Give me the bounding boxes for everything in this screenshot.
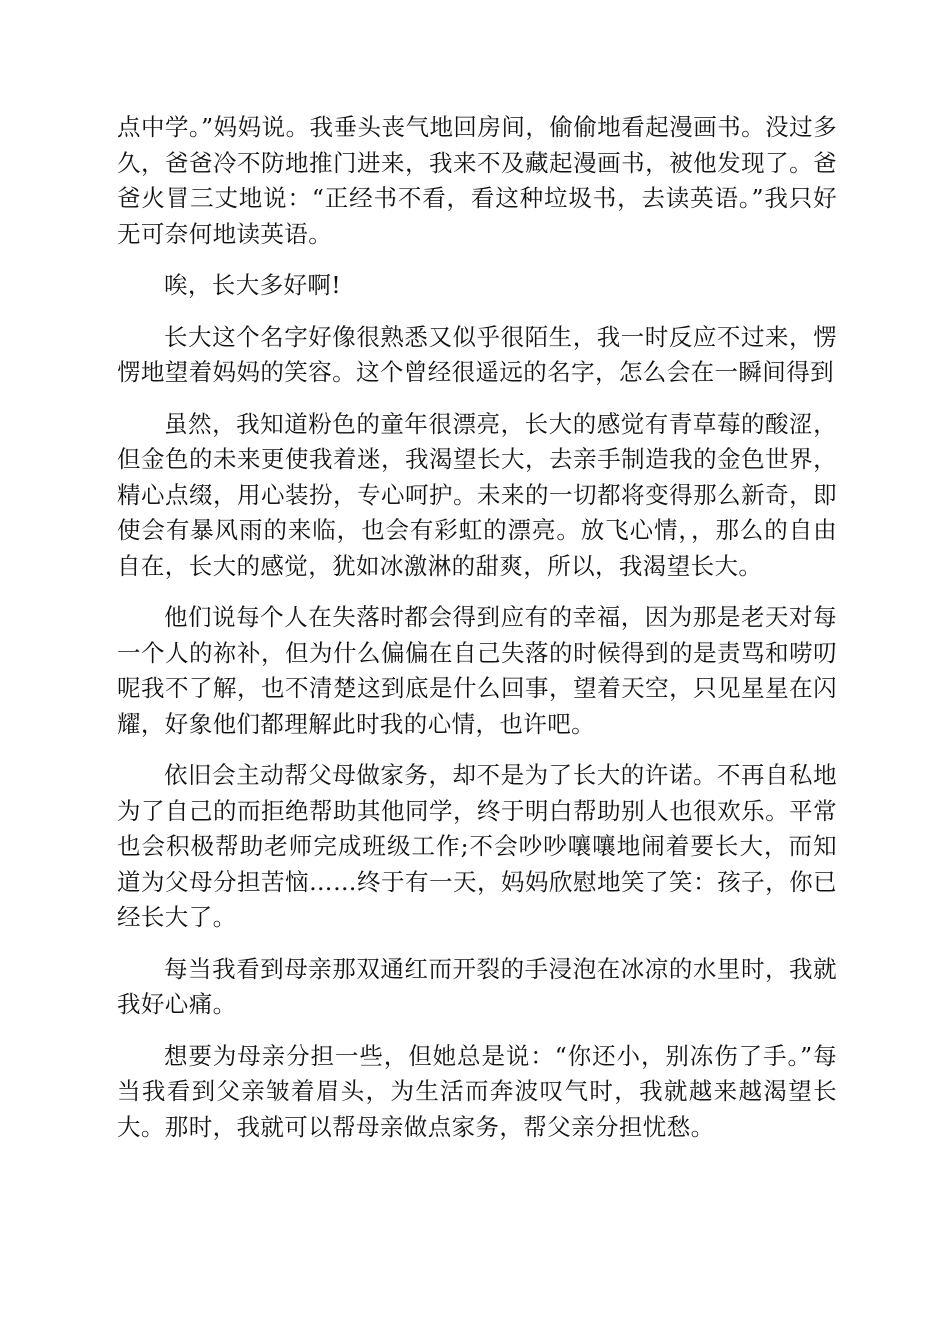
- paragraph-3: 长大这个名字好像很熟悉又似乎很陌生，我一时反应不过来，愣愣地望着妈妈的笑容。这个曾经很遥远的名字，怎么会在一瞬间得到: [117, 322, 837, 386]
- paragraph-6: 依旧会主动帮父母做家务，却不是为了长大的许诺。不再自私地为了自己的而拒绝帮助其他同学，终于明白帮助别人也很欢乐。平常也会积极帮助老师完成班级工作;不会吵吵嚷嚷地闹着要长大，而知道为父母分担苦恼……终于有一天，妈妈欣慰地笑了笑：孩子，你已经长大了。: [117, 761, 837, 931]
- paragraph-8: 想要为母亲分担一些，但她总是说：“你还小，别冻伤了手。”每当我看到父亲皱着眉头，为生活而奔波叹气时，我就越来越渴望长大。那时，我就可以帮母亲做点家务，帮父亲分担忧愁。: [117, 1041, 837, 1141]
- paragraph-1: 点中学。”妈妈说。我垂头丧气地回房间，偷偷地看起漫画书。没过多久，爸爸冷不防地推门进来，我来不及藏起漫画书，被他发现了。爸爸火冒三丈地说：“正经书不看，看这种垃圾书，去读英语。”我只好无可奈何地读英语。: [117, 113, 837, 248]
- document-page: [117, 110, 837, 1161]
- paragraph-4: 虽然，我知道粉色的童年很漂亮，长大的感觉有青草莓的酸涩，但金色的未来更使我着迷，我渴望长大，去亲手制造我的金色世界，精心点缀，用心装扮，专心呵护。未来的一切都将变得那么新奇，即使会有暴风雨的来临，也会有彩虹的漂亮。放飞心情，，那么的自由自在，长大的感觉，犹如冰激淋的甜爽，所以，我渴望长大。: [117, 409, 837, 580]
- paragraph-7: 每当我看到母亲那双通红而开裂的手浸泡在冰凉的水里时，我就我好心痛。: [117, 954, 837, 1018]
- paragraph-5: 他们说每个人在失落时都会得到应有的幸福，因为那是老天对每一个人的祢补，但为什么偏偏在自己失落的时候得到的是责骂和唠叨呢我不了解，也不清楚这到底是什么回事，望着天空，只见星星在闪耀，好象他们都理解此时我的心情，也许吧。: [117, 603, 837, 738]
- paragraph-2: 唉，长大多好啊!: [164, 271, 342, 299]
